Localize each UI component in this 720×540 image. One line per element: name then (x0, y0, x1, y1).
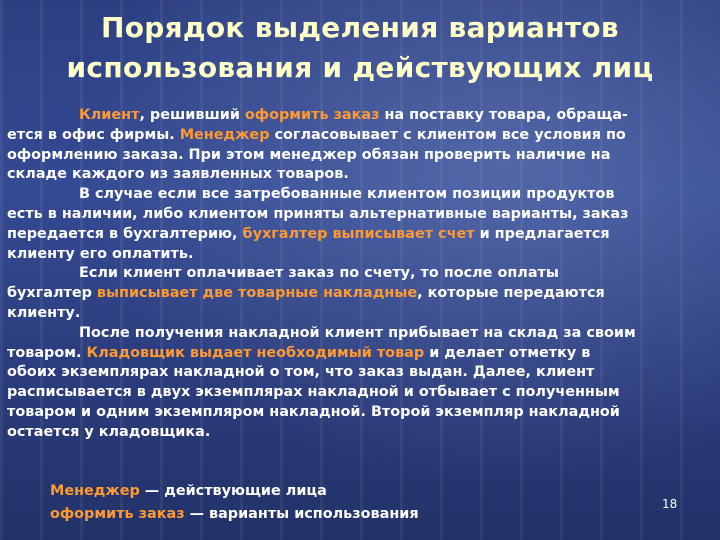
text-run: обоих экземплярах накладной о том, что заказ выдан. Далее, клиент (7, 364, 595, 381)
text-run: остается у кладовщика. (7, 423, 211, 440)
text-run: передается в бухгалтерию, (7, 225, 243, 242)
legend-actor-term: Менеджер (50, 483, 140, 499)
highlighted-term: оформить заказ (244, 107, 380, 123)
paragraph-1-line (7, 146, 715, 166)
paragraph-4-line (7, 363, 715, 383)
text-run: складе каждого из заявленных товаров. (7, 166, 349, 183)
highlighted-term: Кладовщик (86, 344, 185, 361)
paragraph-4-line (7, 324, 715, 344)
body-text (7, 106, 715, 443)
text-run: клиенту его оплатить. (7, 245, 194, 262)
highlighted-term: выписывает счет (332, 225, 475, 242)
paragraph-3-line (7, 284, 715, 304)
text-run: и делает отметку в (424, 344, 591, 361)
text-run: бухгалтер (7, 285, 97, 302)
paragraph-4-line (7, 344, 715, 364)
text-run: Если клиент оплачивает заказ по счету, то после оплаты (79, 265, 559, 282)
paragraph-2-line (7, 245, 715, 265)
text-run: и предлагается (474, 225, 610, 242)
text-run: , решивший (139, 107, 245, 123)
text-run: товаром и одним экземпляром накладной. Второй экземпляр накладной (7, 403, 620, 420)
paragraph-1-line (7, 126, 715, 146)
text-run: расписывается в двух экземплярах накладной и отбывает с полученным (7, 384, 620, 401)
legend-usecase-term: оформить заказ (50, 506, 185, 522)
paragraph-4-line (7, 383, 715, 403)
legend-use-cases (50, 503, 419, 526)
paragraph-3-line (7, 264, 715, 284)
text-run: на поставку товара, обраща- (379, 107, 628, 123)
text-run: , которые передаются (417, 285, 605, 302)
slide-title-line-2: использования и действующих лиц (66, 51, 654, 84)
highlighted-term: бухгалтер (242, 225, 328, 242)
paragraph-2-line (7, 225, 715, 245)
text-run: клиенту. (7, 304, 81, 321)
slide-title (0, 8, 720, 88)
paragraph-2-line (7, 205, 715, 225)
paragraph-4-line (7, 423, 715, 443)
highlighted-term: выдает необходимый товар (189, 344, 425, 361)
highlighted-term: Клиент (79, 107, 140, 123)
text-run: ется в офис фирмы. (7, 126, 180, 143)
text-run: есть в наличии, либо клиентом приняты альтернативные варианты, заказ (7, 205, 629, 222)
text-run: После получения накладной клиент прибывает на склад за своим (79, 324, 636, 341)
legend-actors (50, 480, 419, 503)
text-run: товаром. (7, 344, 87, 361)
highlighted-term: Менеджер (179, 126, 270, 143)
highlighted-term: выписывает две товарные накладные (96, 285, 418, 302)
text-run: В случае если все затребованные клиентом позиции продуктов (79, 186, 615, 203)
paragraph-4-line (7, 403, 715, 423)
paragraph-2-line (7, 185, 715, 205)
slide-title-line-1: Порядок выделения вариантов (101, 11, 619, 44)
paragraph-3-line (7, 304, 715, 324)
text-run: согласовывает с клиентом все условия по (269, 126, 626, 143)
paragraph-1-line (7, 106, 715, 126)
page-number: 18 (662, 497, 678, 511)
text-run: оформлению заказа. При этом менеджер обязан проверить наличие на (7, 146, 611, 163)
legend (50, 480, 419, 526)
legend-actor-desc: — действующие лица (139, 483, 327, 499)
legend-usecase-desc: — варианты использования (184, 506, 419, 522)
paragraph-1-line (7, 165, 715, 185)
